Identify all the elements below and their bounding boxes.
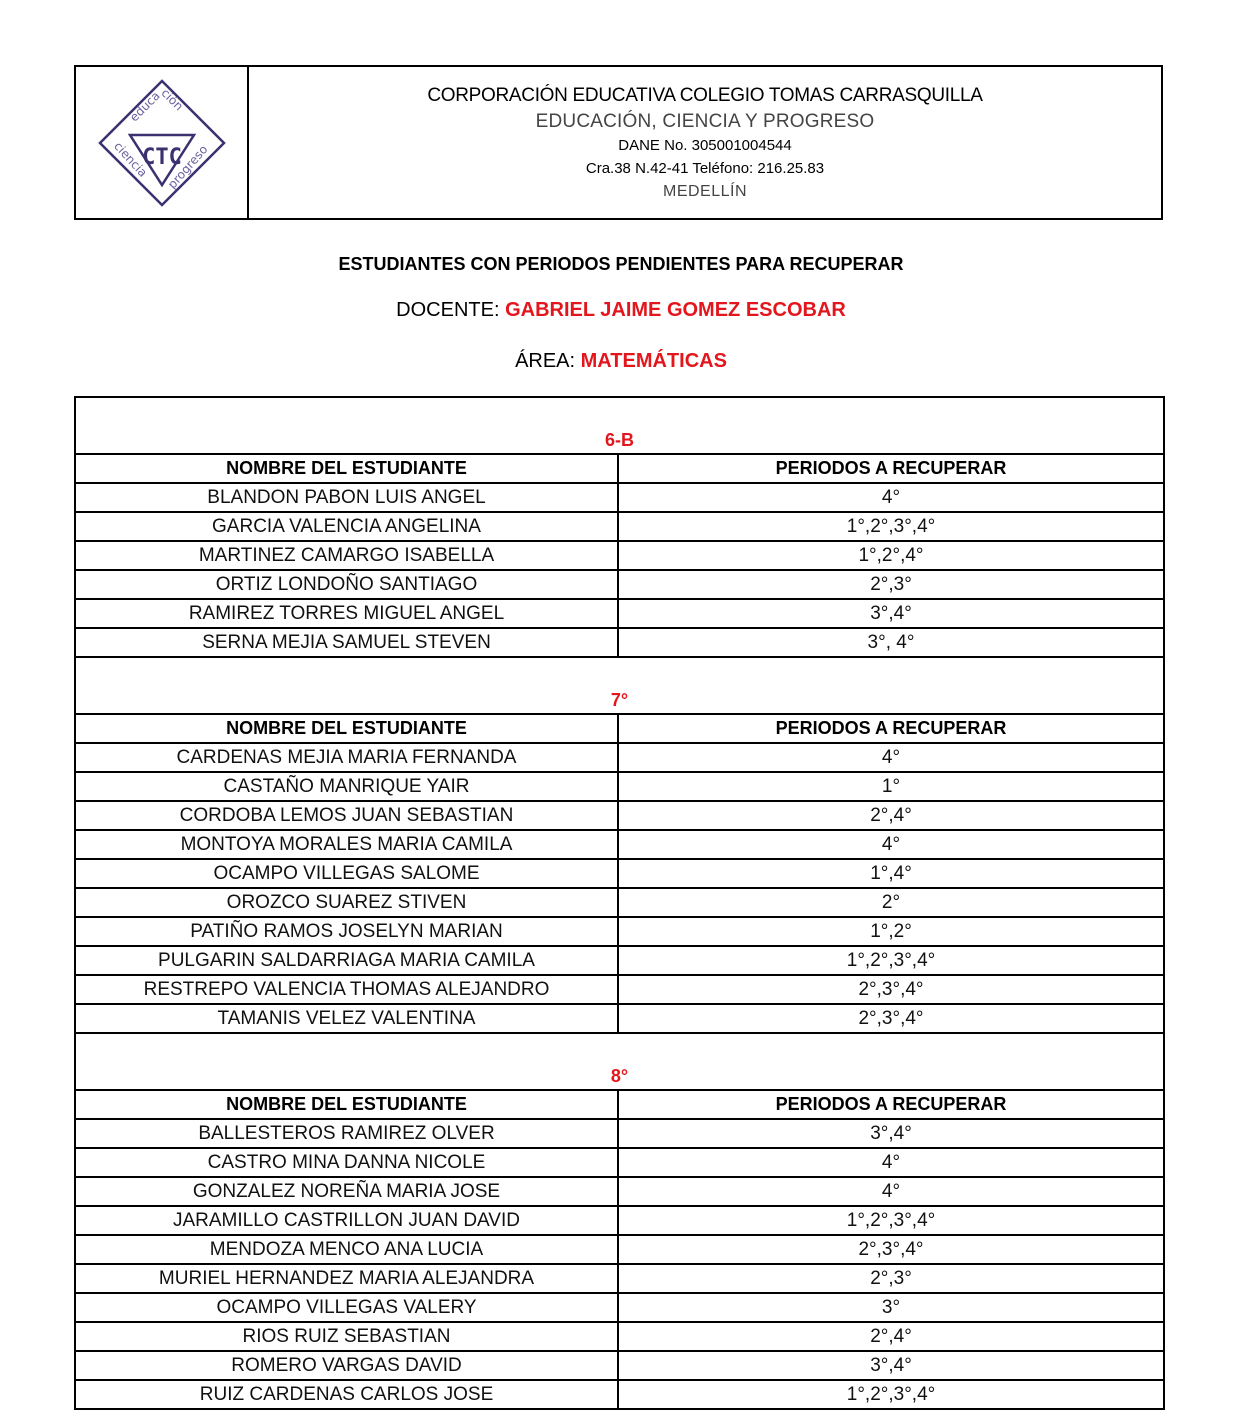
table-row: [76, 513, 1163, 542]
periods-to-recover: 2°,3°,4°: [858, 1007, 924, 1029]
dane-number: DANE No. 305001004544: [618, 137, 792, 154]
periods-to-recover: 2°,3°,4°: [858, 1238, 924, 1260]
student-name: JARAMILLO CASTRILLON JUAN DAVID: [76, 1207, 619, 1234]
student-name: MARTINEZ CAMARGO ISABELLA: [76, 542, 619, 569]
table-row: [76, 889, 1163, 918]
column-header-name: NOMBRE DEL ESTUDIANTE: [76, 1091, 619, 1118]
letterhead: [74, 65, 1163, 220]
periods-to-recover: 4°: [881, 1180, 901, 1202]
student-name: MONTOYA MORALES MARIA CAMILA: [76, 831, 619, 858]
student-name: TAMANIS VELEZ VALENTINA: [76, 1005, 619, 1032]
student-name: SERNA MEJIA SAMUEL STEVEN: [76, 629, 619, 656]
table-row: [76, 1265, 1163, 1294]
table-row: [76, 1294, 1163, 1323]
table-row: [76, 1120, 1163, 1149]
periods-to-recover: 2°,4°: [870, 1325, 912, 1347]
student-name: BLANDON PABON LUIS ANGEL: [76, 484, 619, 511]
teacher-line: [0, 299, 1242, 322]
document-title: ESTUDIANTES CON PERIODOS PENDIENTES PARA RECUPERAR: [338, 254, 904, 274]
periods-to-recover: 1°,2°,3°,4°: [846, 515, 936, 537]
student-name: GONZALEZ NOREÑA MARIA JOSE: [76, 1178, 619, 1205]
student-name: GARCIA VALENCIA ANGELINA: [76, 513, 619, 540]
periods-to-recover: 2°,3°: [870, 573, 912, 595]
area-label: ÁREA:: [515, 350, 581, 372]
student-name: MENDOZA MENCO ANA LUCIA: [76, 1236, 619, 1263]
periods-to-recover: 1°: [881, 775, 901, 797]
table-row: [76, 802, 1163, 831]
student-name: RESTREPO VALENCIA THOMAS ALEJANDRO: [76, 976, 619, 1003]
logo-cell: [76, 67, 249, 218]
table-row: [76, 1352, 1163, 1381]
student-name: RUIZ CARDENAS CARLOS JOSE: [76, 1381, 619, 1408]
student-name: BALLESTEROS RAMIREZ OLVER: [76, 1120, 619, 1147]
logo-word-top: educación: [126, 85, 186, 124]
periods-to-recover: 1°,4°: [870, 862, 912, 884]
students-table: [74, 396, 1165, 1410]
column-header-row: [76, 455, 1163, 484]
student-name: ORTIZ LONDOÑO SANTIAGO: [76, 571, 619, 598]
table-row: [76, 773, 1163, 802]
periods-to-recover: 4°: [881, 1151, 901, 1173]
periods-to-recover: 3°: [881, 1296, 901, 1318]
periods-to-recover: 1°,2°: [870, 920, 912, 942]
student-name: CARDENAS MEJIA MARIA FERNANDA: [76, 744, 619, 771]
group-label: 7°: [610, 690, 629, 710]
table-row: [76, 629, 1163, 658]
column-header-periods: PERIODOS A RECUPERAR: [775, 718, 1007, 738]
section-header: [76, 658, 1163, 715]
teacher-label: DOCENTE:: [396, 299, 506, 321]
table-row: [76, 976, 1163, 1005]
table-row: [76, 1236, 1163, 1265]
periods-to-recover: 2°,4°: [870, 804, 912, 826]
section-header: [76, 1034, 1163, 1091]
table-row: [76, 1005, 1163, 1034]
student-name: OROZCO SUAREZ STIVEN: [76, 889, 619, 916]
student-name: PATIÑO RAMOS JOSELYN MARIAN: [76, 918, 619, 945]
student-name: CASTRO MINA DANNA NICOLE: [76, 1149, 619, 1176]
student-name: PULGARIN SALDARRIAGA MARIA CAMILA: [76, 947, 619, 974]
column-header-row: [76, 715, 1163, 744]
address-phone: Cra.38 N.42-41 Teléfono: 216.25.83: [585, 160, 825, 177]
table-row: [76, 600, 1163, 629]
table-row: [76, 947, 1163, 976]
table-row: [76, 1323, 1163, 1352]
periods-to-recover: 2°: [881, 891, 901, 913]
table-row: [76, 744, 1163, 773]
periods-to-recover: 1°,2°,3°,4°: [846, 1209, 936, 1231]
city: MEDELLÍN: [662, 183, 748, 200]
area-line: [0, 350, 1242, 373]
student-name: OCAMPO VILLEGAS VALERY: [76, 1294, 619, 1321]
periods-to-recover: 4°: [881, 833, 901, 855]
institution-name: CORPORACIÓN EDUCATIVA COLEGIO TOMAS CARRASQUILLA: [427, 85, 983, 106]
periods-to-recover: 1°,2°,3°,4°: [846, 1383, 936, 1405]
table-row: [76, 1381, 1163, 1408]
column-header-name: NOMBRE DEL ESTUDIANTE: [76, 455, 619, 482]
table-row: [76, 542, 1163, 571]
periods-to-recover: 1°,2°,3°,4°: [846, 949, 936, 971]
student-name: RAMIREZ TORRES MIGUEL ANGEL: [76, 600, 619, 627]
periods-to-recover: 4°: [881, 486, 901, 508]
student-name: MURIEL HERNANDEZ MARIA ALEJANDRA: [76, 1265, 619, 1292]
periods-to-recover: 2°,3°: [870, 1267, 912, 1289]
table-row: [76, 860, 1163, 889]
column-header-name: NOMBRE DEL ESTUDIANTE: [76, 715, 619, 742]
group-label: 6-B: [604, 430, 634, 450]
table-row: [76, 1178, 1163, 1207]
table-row: [76, 918, 1163, 947]
student-name: RIOS RUIZ SEBASTIAN: [76, 1323, 619, 1350]
section-header: [76, 398, 1163, 455]
periods-to-recover: 3°,4°: [870, 1122, 912, 1144]
periods-to-recover: 4°: [881, 746, 901, 768]
column-header-row: [76, 1091, 1163, 1120]
institution-info: [249, 67, 1161, 218]
periods-to-recover: 3°, 4°: [867, 631, 915, 653]
student-name: OCAMPO VILLEGAS SALOME: [76, 860, 619, 887]
logo-word-right: progreso: [164, 141, 210, 191]
table-row: [76, 571, 1163, 600]
student-name: ROMERO VARGAS DAVID: [76, 1352, 619, 1379]
periods-to-recover: 2°,3°,4°: [858, 978, 924, 1000]
group-label: 8°: [610, 1066, 629, 1086]
periods-to-recover: 1°,2°,4°: [858, 544, 924, 566]
table-row: [76, 831, 1163, 860]
student-name: CORDOBA LEMOS JUAN SEBASTIAN: [76, 802, 619, 829]
table-row: [76, 1207, 1163, 1236]
teacher-name: GABRIEL JAIME GOMEZ ESCOBAR: [505, 299, 846, 321]
periods-to-recover: 3°,4°: [870, 1354, 912, 1376]
table-row: [76, 484, 1163, 513]
institution-motto: EDUCACIÓN, CIENCIA Y PROGRESO: [535, 111, 875, 132]
column-header-periods: PERIODOS A RECUPERAR: [775, 1094, 1007, 1114]
column-header-periods: PERIODOS A RECUPERAR: [775, 458, 1007, 478]
logo-word-left: ciencia: [110, 138, 150, 180]
table-row: [76, 1149, 1163, 1178]
area-name: MATEMÁTICAS: [580, 350, 727, 372]
logo-letters: CTC: [141, 144, 182, 170]
student-name: CASTAÑO MANRIQUE YAIR: [76, 773, 619, 800]
periods-to-recover: 3°,4°: [870, 602, 912, 624]
school-logo: [92, 73, 232, 213]
